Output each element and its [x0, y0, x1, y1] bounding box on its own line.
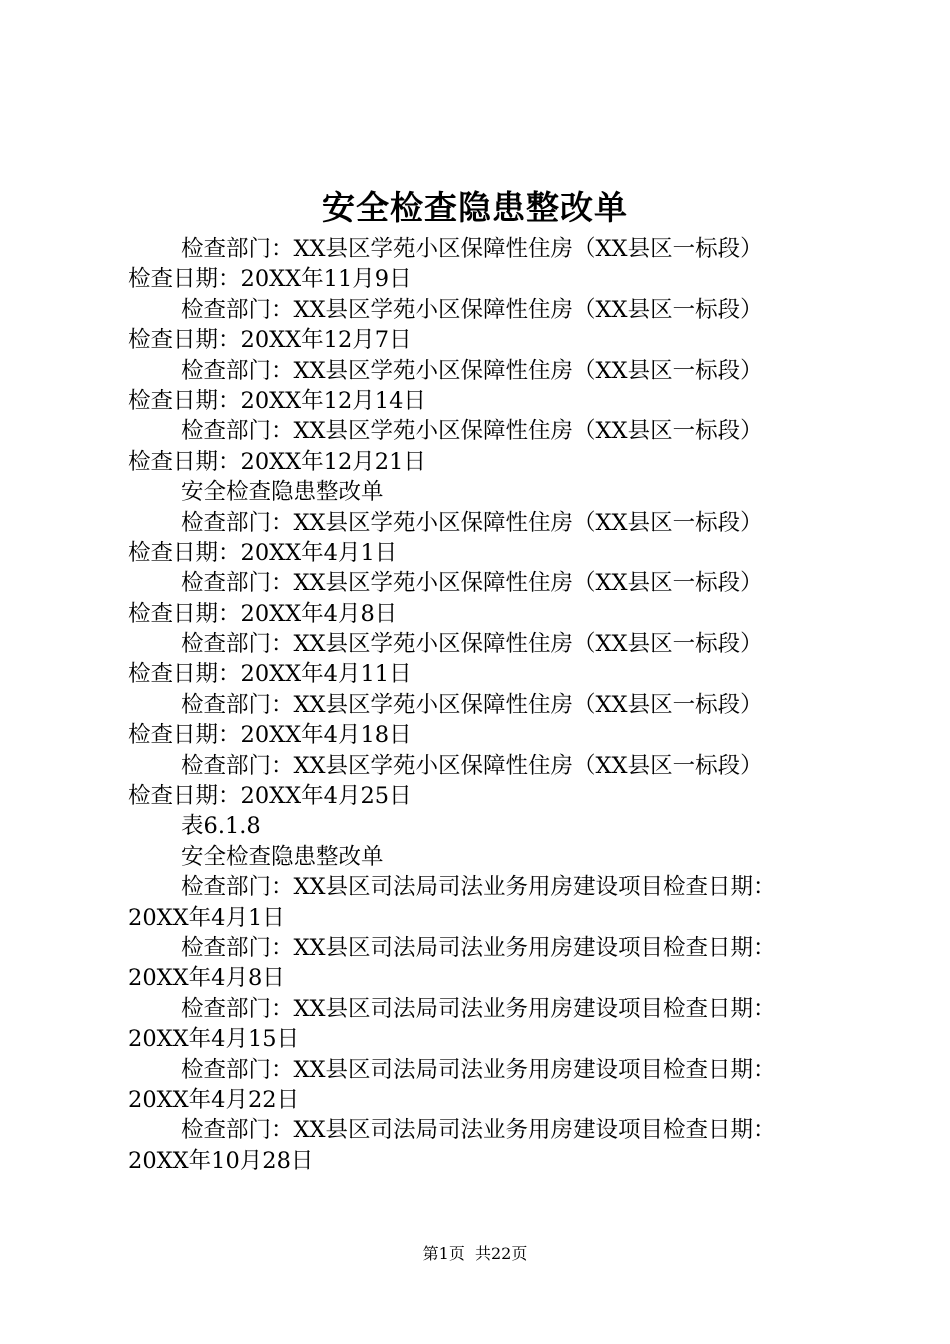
text-line: 检查部门：XX县区学苑小区保障性住房（XX县区一标段）: [181, 296, 763, 323]
text-line: 检查日期：20XX年4月1日: [128, 539, 398, 566]
text-line: 检查部门：XX县区学苑小区保障性住房（XX县区一标段）: [181, 357, 763, 384]
section-heading: 安全检查隐患整改单: [181, 843, 384, 870]
text-line: 检查部门：XX县区司法局司法业务用房建设项目检查日期：: [181, 995, 776, 1022]
text-line: 检查部门：XX县区学苑小区保障性住房（XX县区一标段）: [181, 418, 763, 445]
text-line: 检查日期：20XX年12月7日: [128, 327, 412, 354]
text-line: 20XX年10月28日: [128, 1147, 314, 1174]
text-line: 20XX年4月8日: [128, 965, 285, 992]
text-line: 检查日期：20XX年4月18日: [128, 722, 412, 749]
text-line: 检查日期：20XX年12月21日: [128, 448, 426, 475]
text-line: 检查部门：XX县区司法局司法业务用房建设项目检查日期：: [181, 1117, 776, 1144]
text-line: 检查部门：XX县区学苑小区保障性住房（XX县区一标段）: [181, 509, 763, 536]
text-line: 检查部门：XX县区学苑小区保障性住房（XX县区一标段）: [181, 691, 763, 718]
text-line: 20XX年4月15日: [128, 1026, 300, 1053]
text-line: 检查日期：20XX年11月9日: [128, 266, 412, 293]
text-line: 检查日期：20XX年4月11日: [128, 661, 412, 688]
text-line: 检查部门：XX县区司法局司法业务用房建设项目检查日期：: [181, 1056, 776, 1083]
section-heading: 安全检查隐患整改单: [181, 479, 384, 506]
text-line: 检查部门：XX县区学苑小区保障性住房（XX县区一标段）: [181, 570, 763, 597]
text-line: 20XX年4月1日: [128, 904, 285, 931]
table-number: 表6.1.8: [181, 813, 261, 840]
text-line: 检查部门：XX县区学苑小区保障性住房（XX县区一标段）: [181, 631, 763, 658]
text-line: 检查部门：XX县区司法局司法业务用房建设项目检查日期：: [181, 874, 776, 901]
text-line: 检查日期：20XX年4月8日: [128, 600, 398, 627]
text-line: 检查部门：XX县区司法局司法业务用房建设项目检查日期：: [181, 934, 776, 961]
text-line: 检查日期：20XX年4月25日: [128, 783, 412, 810]
document-body: [128, 234, 858, 1176]
text-line: 检查部门：XX县区学苑小区保障性住房（XX县区一标段）: [181, 752, 763, 779]
page-number-footer: 第1页 共22页: [422, 1244, 528, 1263]
text-line: 检查部门：XX县区学苑小区保障性住房（XX县区一标段）: [181, 236, 763, 262]
text-line: 检查日期：20XX年12月14日: [128, 387, 426, 414]
document-title: 安全检查隐患整改单: [322, 188, 628, 227]
text-line: 20XX年4月22日: [128, 1086, 300, 1113]
